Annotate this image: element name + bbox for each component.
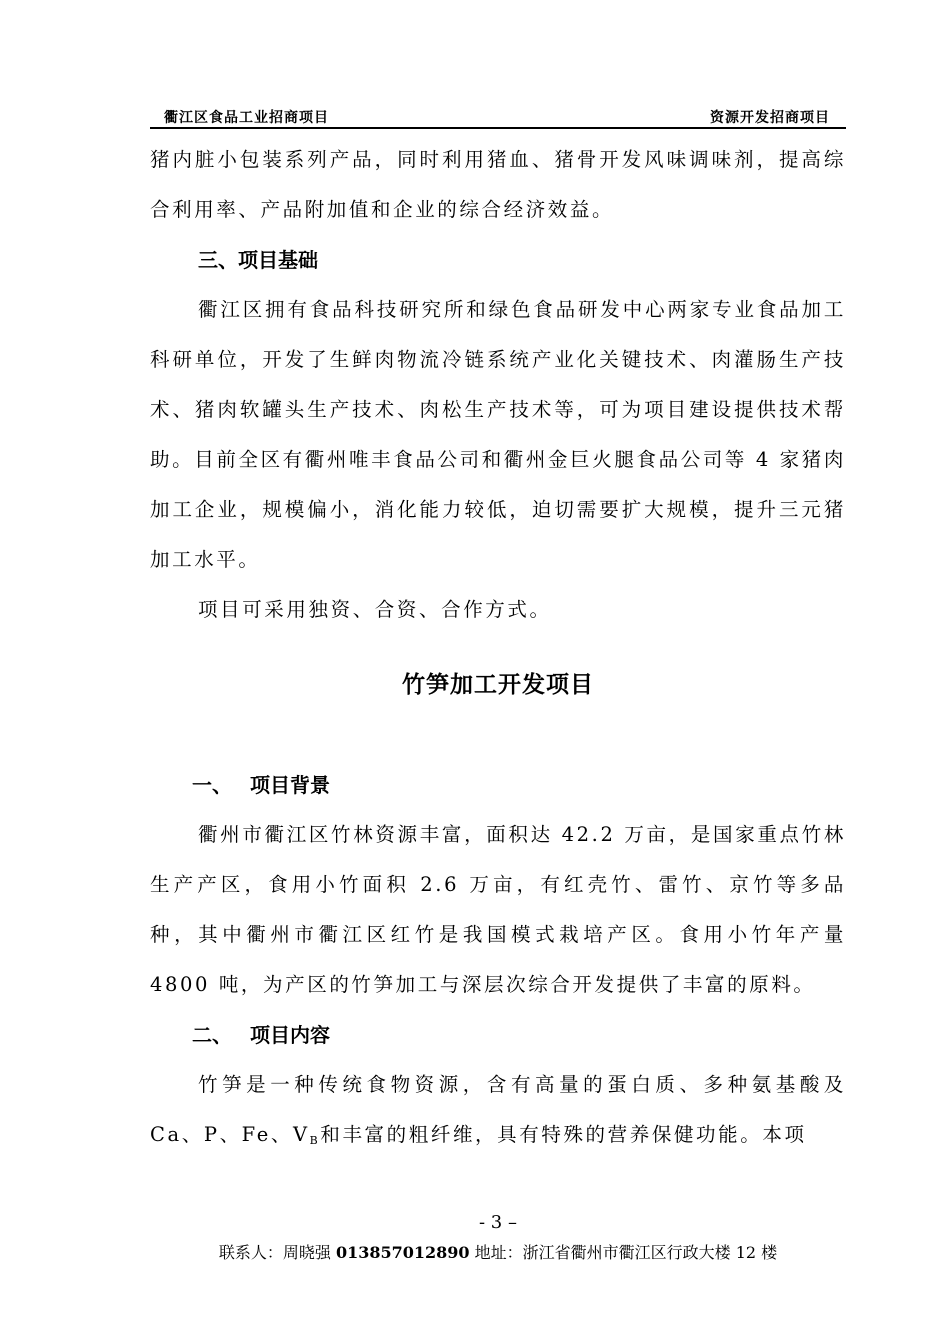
header-left-title: 衢江区食品工业招商项目: [164, 110, 329, 126]
content-text-part1: 竹笋是一种传统食物资源，含有高量的蛋白质、多种氨基酸及 Ca、P、Fe、V: [150, 1073, 846, 1146]
section-heading-background: [150, 760, 846, 810]
contact-address: 地址：浙江省衢州市衢江区行政大楼 12 楼: [474, 1243, 778, 1262]
contact-label: 联系人：周晓强: [218, 1243, 331, 1262]
header-right-title: 资源开发招商项目: [710, 110, 830, 126]
content-text-part2: 和丰富的粗纤维，具有特殊的营养保健功能。本项: [320, 1123, 807, 1146]
section-title: 项目背景: [250, 773, 330, 797]
continued-paragraph: 猪内脏小包装系列产品，同时利用猪血、猪骨开发风味调味剂，提高综合利用率、产品附加值和企业的综合经济效益。: [150, 148, 846, 221]
body-content: [150, 135, 846, 1166]
section-number: 二、: [192, 1023, 232, 1047]
background-paragraph: 衢州市衢江区竹林资源丰富，面积达 42.2 万亩，是国家重点竹林生产产区，食用小竹面积 2.6 万亩，有红壳竹、雷竹、京竹等多品种，其中衢州市衢江区红竹是我国模式栽培产区。食用小竹年产量 4800 吨，为产区的竹笋加工与深层次综合开发提供了丰富的原料。: [150, 823, 846, 996]
page-header: [150, 105, 846, 129]
section-title: 项目内容: [250, 1023, 330, 1047]
vitamin-subscript: B: [309, 1134, 321, 1147]
cooperation-paragraph: 项目可采用独资、合资、合作方式。: [198, 598, 552, 621]
contact-phone: 013857012890: [335, 1243, 470, 1262]
page-number: - 3 –: [479, 1212, 517, 1233]
section-number: 一、: [192, 773, 232, 797]
project-title: 竹笋加工开发项目: [402, 672, 594, 698]
page-footer: [0, 1240, 950, 1263]
section-heading-content: [150, 1010, 846, 1060]
section-heading-foundation: 三、项目基础: [198, 248, 318, 272]
foundation-paragraph: 衢江区拥有食品科技研究所和绿色食品研发中心两家专业食品加工科研单位，开发了生鲜肉物流冷链系统产业化关键技术、肉灌肠生产技术、猪肉软罐头生产技术、肉松生产技术等，可为项目建设提供技术帮助。目前全区有衢州唯丰食品公司和衢州金巨火腿食品公司等 4 家猪肉加工企业，规模偏小，消化能力较低，迫切需要扩大规模，提升三元猪加工水平。: [150, 298, 846, 571]
content-paragraph: [150, 1060, 846, 1166]
